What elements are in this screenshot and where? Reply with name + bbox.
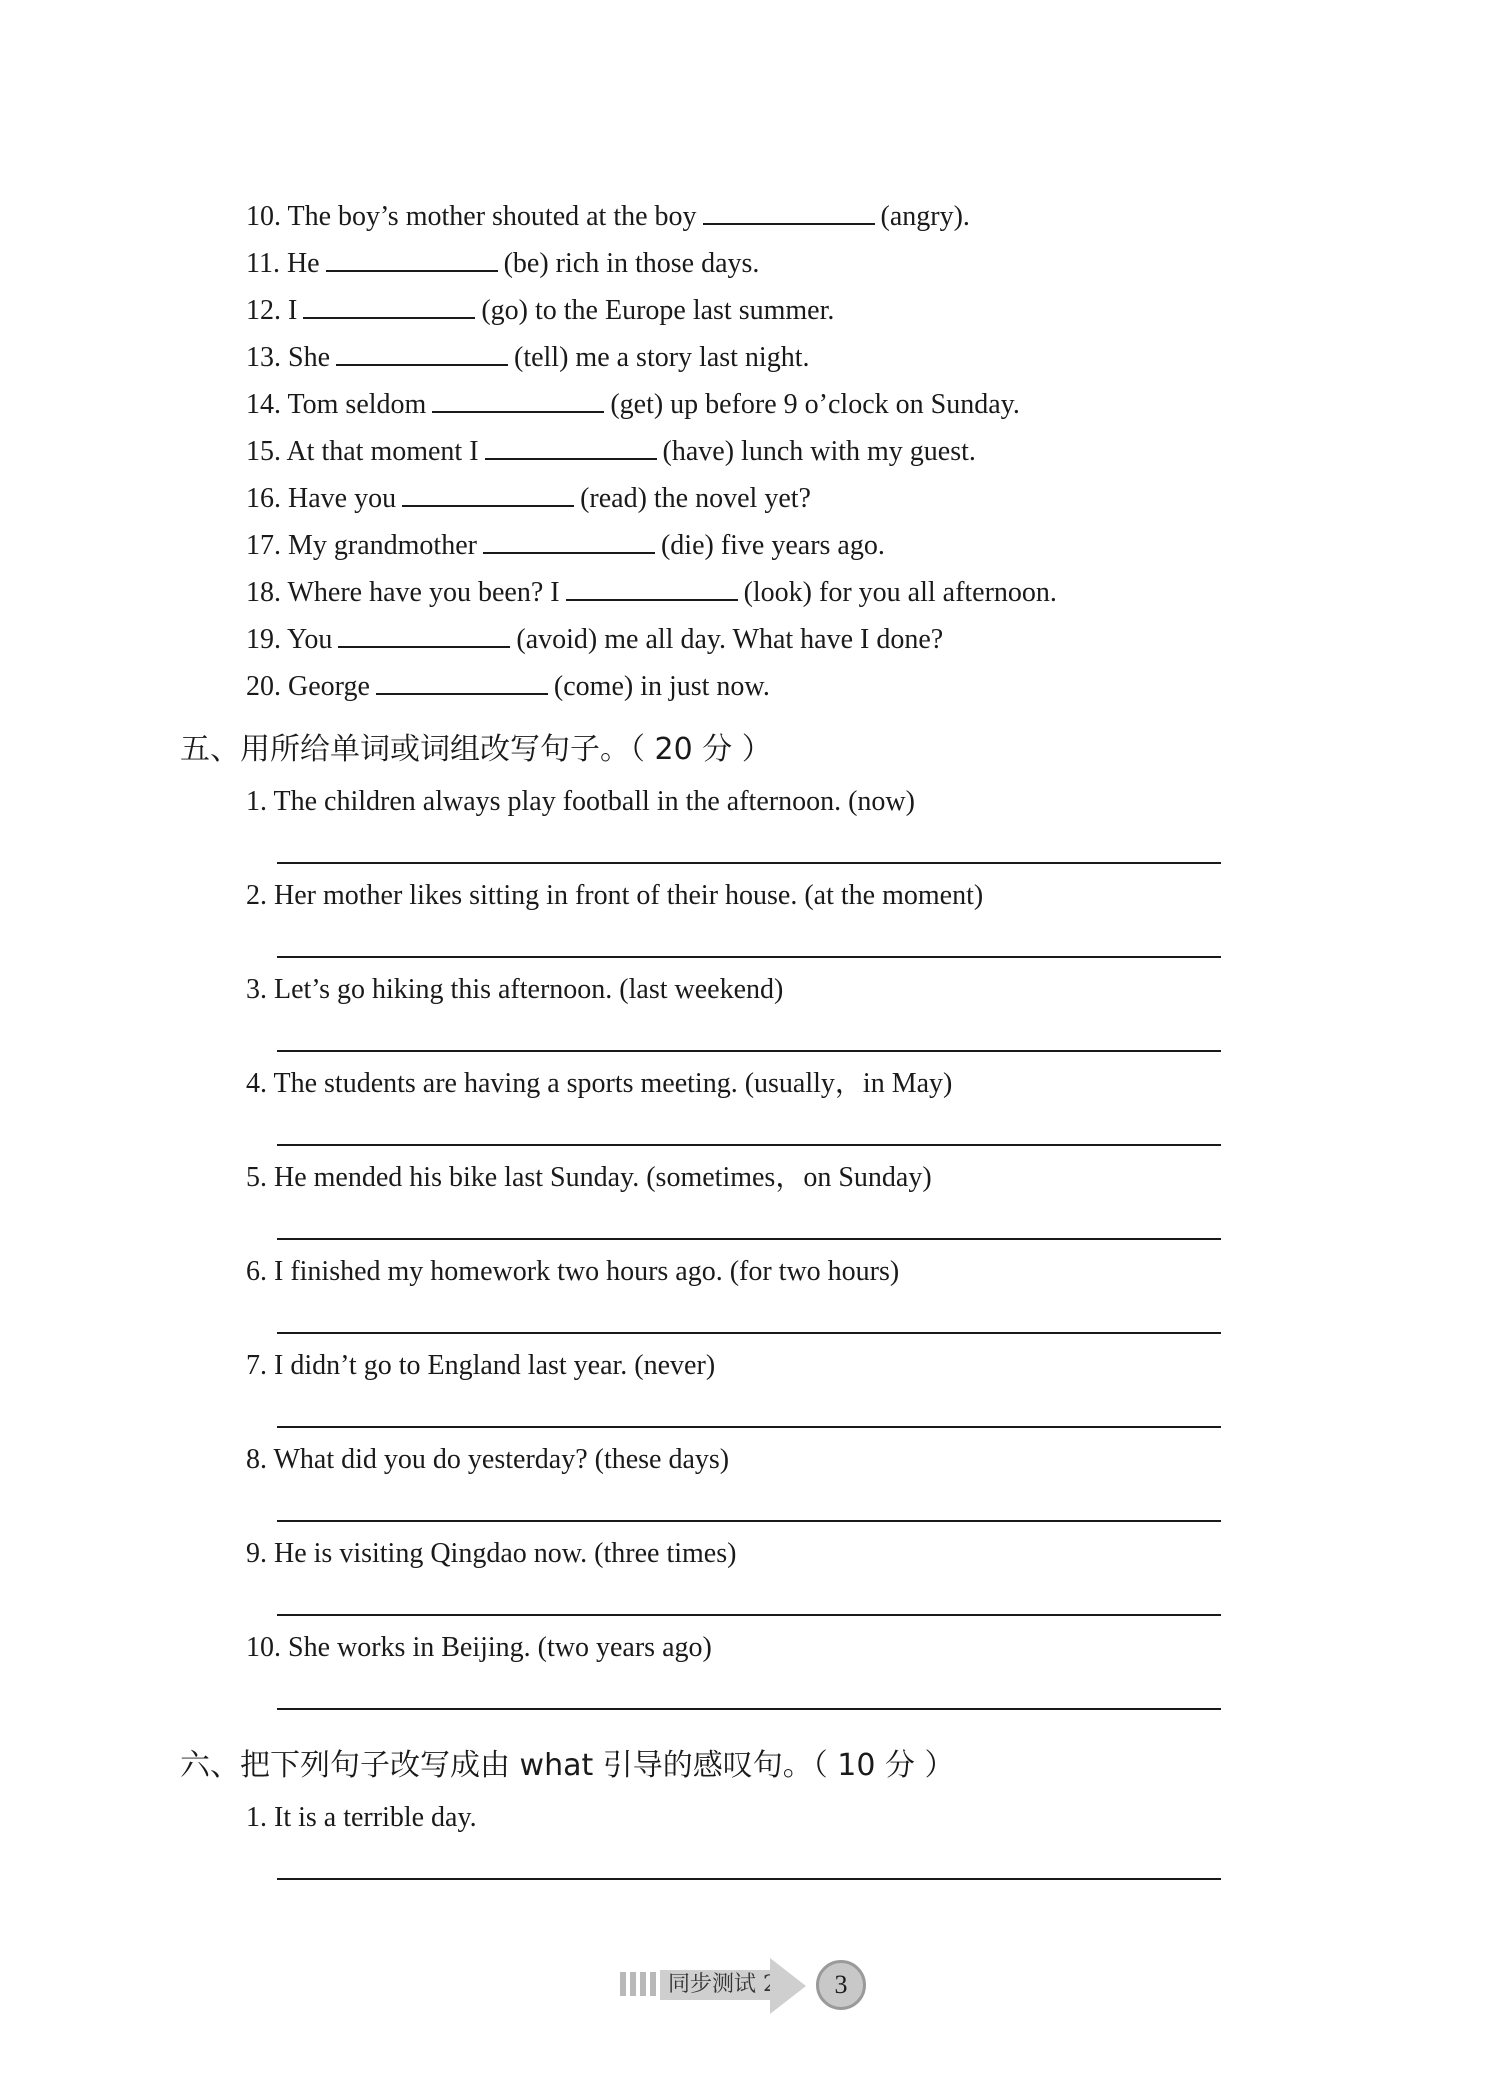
- rewrite-item: [246, 1252, 1246, 1346]
- fill-item-hint: (have) lunch with my guest.: [662, 436, 976, 467]
- answer-blank[interactable]: [376, 665, 548, 695]
- fill-item: [246, 193, 1346, 240]
- answer-blank[interactable]: [432, 383, 604, 413]
- rewrite-list: [246, 782, 1246, 1722]
- answer-blank[interactable]: [566, 571, 738, 601]
- exclamation-list: [246, 1798, 1246, 1892]
- answer-line[interactable]: [277, 1050, 1221, 1052]
- fill-item-hint: (come) in just now.: [553, 671, 770, 702]
- fill-item-hint: (read) the novel yet?: [580, 483, 811, 514]
- fill-item: [246, 381, 1346, 428]
- fill-item-text: 20. George: [246, 671, 370, 702]
- page-number: 3: [816, 1960, 866, 2010]
- fill-item-text: 19. You: [246, 624, 333, 655]
- answer-line[interactable]: [277, 1708, 1221, 1710]
- rewrite-item: [246, 970, 1246, 1064]
- fill-item-text: 11. He: [246, 248, 320, 279]
- answer-line[interactable]: [277, 1144, 1221, 1146]
- rewrite-prompt: 6. I finished my homework two hours ago. (for two hours): [246, 1256, 900, 1287]
- fill-item-text: 15. At that moment I: [246, 436, 479, 467]
- answer-blank[interactable]: [336, 336, 508, 366]
- fill-item-text: 17. My grandmother: [246, 530, 477, 561]
- page-footer: [620, 1958, 880, 2014]
- fill-item-hint: (be) rich in those days.: [503, 248, 760, 279]
- answer-line[interactable]: [277, 1426, 1221, 1428]
- rewrite-item: [246, 1628, 1246, 1722]
- answer-blank[interactable]: [402, 477, 574, 507]
- fill-item: [246, 569, 1346, 616]
- fill-item-hint: (tell) me a story last night.: [514, 342, 810, 373]
- fill-item-text: 13. She: [246, 342, 330, 373]
- rewrite-item: [246, 876, 1246, 970]
- rewrite-item: [246, 1064, 1246, 1158]
- fill-item-hint: (die) five years ago.: [660, 530, 885, 561]
- fill-item: [246, 428, 1346, 475]
- rewrite-item: [246, 1798, 1246, 1892]
- fill-item-hint: (avoid) me all day. What have I done?: [516, 624, 944, 655]
- rewrite-item: [246, 1346, 1246, 1440]
- section-6-heading: 六、把下列句子改写成由 what 引导的感叹句。（ 10 分 ）: [180, 1748, 955, 1783]
- fill-item: [246, 663, 1346, 710]
- answer-blank[interactable]: [303, 289, 475, 319]
- fill-item-text: 10. The boy’s mother shouted at the boy: [246, 201, 697, 232]
- rewrite-prompt: 2. Her mother likes sitting in front of their house. (at the moment): [246, 880, 984, 911]
- answer-line[interactable]: [277, 1332, 1221, 1334]
- fill-item: [246, 522, 1346, 569]
- rewrite-item: [246, 1158, 1246, 1252]
- rewrite-item: [246, 782, 1246, 876]
- rewrite-prompt: 8. What did you do yesterday? (these days): [246, 1444, 730, 1475]
- fill-item: [246, 334, 1346, 381]
- rewrite-prompt: 10. She works in Beijing. (two years ago): [246, 1632, 712, 1663]
- answer-line[interactable]: [277, 1614, 1221, 1616]
- footer-bars-decoration: [620, 1972, 656, 1996]
- answer-line[interactable]: [277, 1238, 1221, 1240]
- rewrite-prompt: 9. He is visiting Qingdao now. (three times): [246, 1538, 737, 1569]
- rewrite-prompt: 7. I didn’t go to England last year. (never): [246, 1350, 716, 1381]
- fill-item-text: 12. I: [246, 295, 298, 326]
- fill-item-text: 16. Have you: [246, 483, 397, 514]
- section-5-heading: 五、用所给单词或词组改写句子。（ 20 分 ）: [180, 732, 772, 767]
- fill-in-list: [246, 193, 1346, 710]
- answer-line[interactable]: [277, 956, 1221, 958]
- rewrite-prompt: 1. The children always play football in the afternoon. (now): [246, 786, 915, 817]
- answer-line[interactable]: [277, 1878, 1221, 1880]
- fill-item-text: 14. Tom seldom: [246, 389, 427, 420]
- rewrite-item: [246, 1440, 1246, 1534]
- fill-item: [246, 616, 1346, 663]
- fill-item-hint: (look) for you all afternoon.: [743, 577, 1057, 608]
- fill-item: [246, 287, 1346, 334]
- fill-item: [246, 475, 1346, 522]
- answer-line[interactable]: [277, 1520, 1221, 1522]
- fill-item-hint: (get) up before 9 o’clock on Sunday.: [610, 389, 1020, 420]
- footer-label: 同步测试 2: [668, 1972, 777, 1997]
- fill-item-hint: (angry).: [880, 201, 970, 232]
- answer-blank[interactable]: [338, 618, 510, 648]
- answer-blank[interactable]: [483, 524, 655, 554]
- answer-line[interactable]: [277, 862, 1221, 864]
- rewrite-prompt: 3. Let’s go hiking this afternoon. (last weekend): [246, 974, 784, 1005]
- fill-item-hint: (go) to the Europe last summer.: [481, 295, 835, 326]
- fill-item: [246, 240, 1346, 287]
- rewrite-prompt: 1. It is a terrible day.: [246, 1802, 477, 1833]
- answer-blank[interactable]: [703, 195, 875, 225]
- answer-blank[interactable]: [326, 242, 498, 272]
- fill-item-text: 18. Where have you been? I: [246, 577, 560, 608]
- rewrite-item: [246, 1534, 1246, 1628]
- rewrite-prompt: 5. He mended his bike last Sunday. (sometimes，on Sunday): [246, 1162, 932, 1193]
- rewrite-prompt: 4. The students are having a sports meeting. (usually，in May): [246, 1068, 953, 1099]
- arrow-right-icon: [770, 1958, 806, 2014]
- answer-blank[interactable]: [485, 430, 657, 460]
